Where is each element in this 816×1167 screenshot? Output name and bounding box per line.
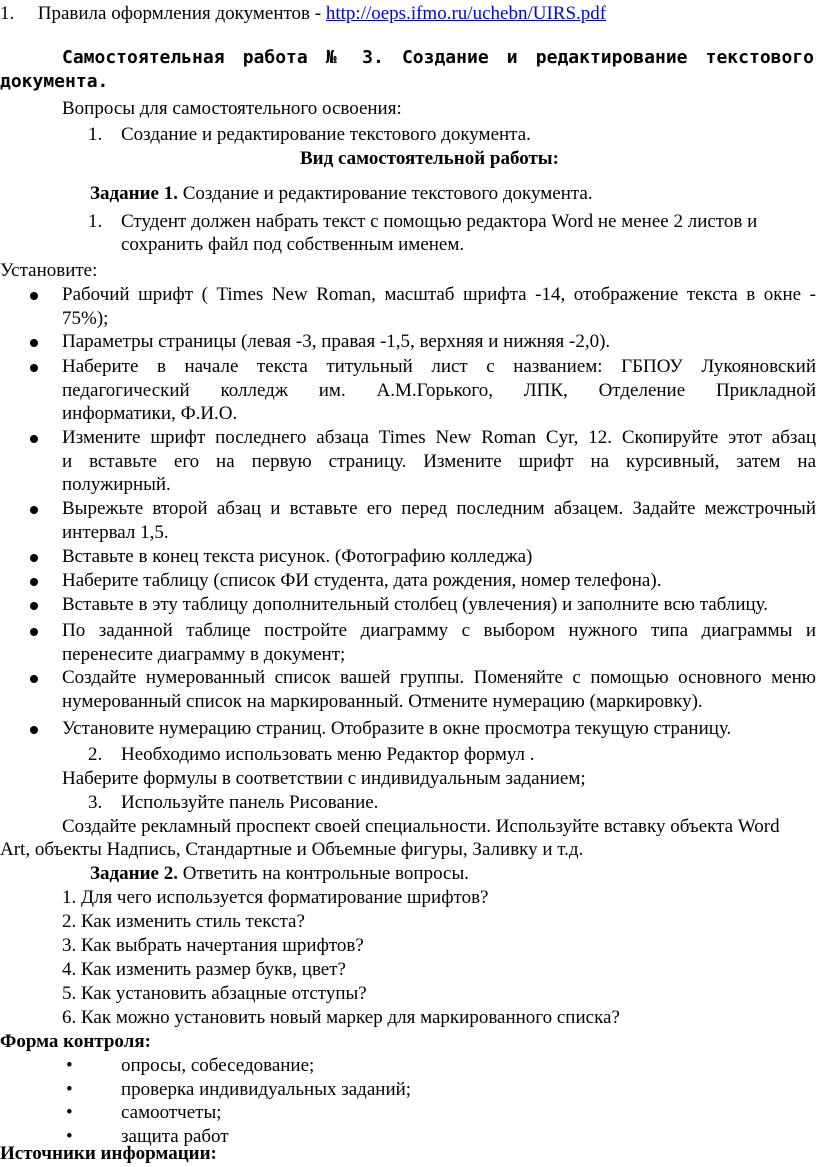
task1-text: Создание и редактирование текстового документа.: [177, 183, 593, 204]
bullet-marker: [30, 339, 38, 347]
control-form-marker: •: [66, 1078, 73, 1100]
work-title-line2: документа.: [0, 71, 109, 92]
top-item: [0, 2, 606, 26]
control-form-marker: •: [66, 1125, 73, 1147]
bullet-item-line: Установите нумерацию страниц. Отобразите в окне просмотра текущую страницу.: [62, 718, 732, 739]
step2-text: Необходимо использовать меню Редактор формул .: [121, 744, 535, 765]
uirs-link[interactable]: http://oeps.ifmo.ru/uchebn/UIRS.pdf: [325, 3, 607, 24]
step2-number: 2.: [88, 744, 103, 765]
work-title-line1: Самостоятельная работа № 3. Создание и редактирование текстового: [62, 47, 814, 68]
top-item-text: Правила оформления документов -: [37, 3, 326, 24]
bullet-marker: [30, 554, 38, 562]
bullet-item-line: перенесите диаграмму в документ;: [62, 643, 346, 665]
set-label: Установите:: [0, 260, 98, 281]
bullet-item-line: Рабочий шрифт ( Times New Roman, масштаб шрифта -14, отображение текста в окне -: [62, 284, 816, 305]
question-item: [88, 123, 102, 147]
bullet-item-line: Наберите в начале текста титульный лист с названием: ГБПОУ Лукояновский: [62, 356, 816, 377]
bullet-item-line: полужирный.: [62, 474, 171, 495]
bullet-marker: [30, 628, 38, 636]
bullet-item-line: Вырежьте второй абзац и вставьте его перед последним абзацем. Задайте межстрочный: [62, 498, 816, 519]
step1-line2: сохранить файл под собственным именем.: [121, 234, 465, 255]
control-question: 2. Как изменить стиль текста?: [62, 911, 305, 932]
step2-note: Наберите формулы в соответствии с индивидуальным заданием;: [62, 768, 586, 789]
work-title: [62, 46, 814, 70]
work-type-heading: Вид самостоятельной работы:: [300, 148, 559, 169]
task1-heading: [90, 182, 593, 206]
step3-text: Используйте панель Рисование.: [121, 792, 379, 813]
top-item-number: 1.: [0, 3, 15, 24]
control-form-item: самоотчеты;: [121, 1102, 222, 1123]
control-question: 3. Как выбрать начертания шрифтов?: [62, 935, 364, 956]
task2-label: Задание 2.: [90, 863, 178, 884]
sources-heading: Источники информации:: [0, 1143, 217, 1164]
task1-label: Задание 1.: [90, 183, 178, 204]
bullet-item-line: Измените шрифт последнего абзаца Times New Roman Cyr, 12. Скопируйте этот абзац: [62, 427, 816, 448]
bullet-item-line: интервал 1,5.: [62, 521, 169, 543]
bullet-marker: [30, 675, 38, 683]
bullet-item-line: Вставьте в конец текста рисунок. (Фотографию колледжа): [62, 546, 533, 567]
step1-line1: Студент должен набрать текст с помощью редактора Word не менее 2 листов и: [121, 211, 758, 232]
bullet-item-line: Вставьте в эту таблицу дополнительный столбец (увлечения) и заполните всю таблицу.: [62, 594, 769, 615]
control-form-item: защита работ: [121, 1125, 229, 1147]
question-number: 1.: [88, 124, 103, 145]
bullet-marker: [30, 578, 38, 586]
bullet-item-line: педагогический колледж им. А.М.Горького, ЛПК, Отделение Прикладной: [62, 379, 816, 401]
control-form-item: проверка индивидуальных заданий;: [121, 1078, 412, 1100]
bullet-item-line: Создайте нумерованный список вашей группы. Поменяйте с помощью основного меню: [62, 667, 816, 688]
bullet-item-line: Наберите таблицу (список ФИ студента, дата рождения, номер телефона).: [62, 570, 662, 591]
bullet-marker: [30, 292, 38, 300]
question-text: Создание и редактирование текстового документа.: [121, 124, 531, 145]
bullet-item-line: Параметры страницы (левая -3, правая -1,5, верхняя и нижняя -2,0).: [62, 331, 611, 352]
task2-heading: [90, 862, 469, 886]
control-question: 1. Для чего используется форматирование шрифтов?: [62, 887, 489, 908]
step1-number: 1.: [88, 211, 103, 232]
control-question: 5. Как установить абзацные отступы?: [62, 983, 367, 1004]
control-question: 4. Как изменить размер букв, цвет?: [62, 959, 346, 980]
control-form-item: опросы, собеседование;: [121, 1055, 315, 1076]
bullet-item-line: информатики, Ф.И.О.: [62, 403, 238, 424]
step3-note-line1: Создайте рекламный проспект своей специальности. Используйте вставку объекта Word: [62, 816, 780, 837]
bullet-marker: [30, 506, 38, 514]
bullet-marker: [30, 435, 38, 443]
bullet-marker: [30, 726, 38, 734]
control-question: 6. Как можно установить новый маркер для маркированного списка?: [62, 1007, 620, 1028]
control-form-marker: •: [66, 1102, 73, 1123]
task2-text: Ответить на контрольные вопросы.: [177, 863, 469, 884]
questions-intro: Вопросы для самостоятельного освоения:: [62, 98, 402, 119]
control-form-marker: •: [66, 1055, 73, 1076]
step3-number: 3.: [88, 792, 103, 813]
step3-note-line2: Art, объекты Надпись, Стандартные и Объемные фигуры, Заливку и т.д.: [0, 839, 584, 860]
bullet-item-line: 75%);: [62, 307, 109, 329]
control-form-heading: Форма контроля:: [0, 1031, 151, 1052]
bullet-item-line: нумерованный список на маркированный. Отмените нумерацию (маркировку).: [62, 690, 703, 712]
bullet-marker: [30, 602, 38, 610]
bullet-item-line: По заданной таблице постройте диаграмму с выбором нужного типа диаграммы и: [62, 620, 816, 641]
bullet-item-line: и вставьте его на первую страницу. Измените шрифт на курсивный, затем на: [62, 450, 816, 472]
bullet-marker: [30, 364, 38, 372]
